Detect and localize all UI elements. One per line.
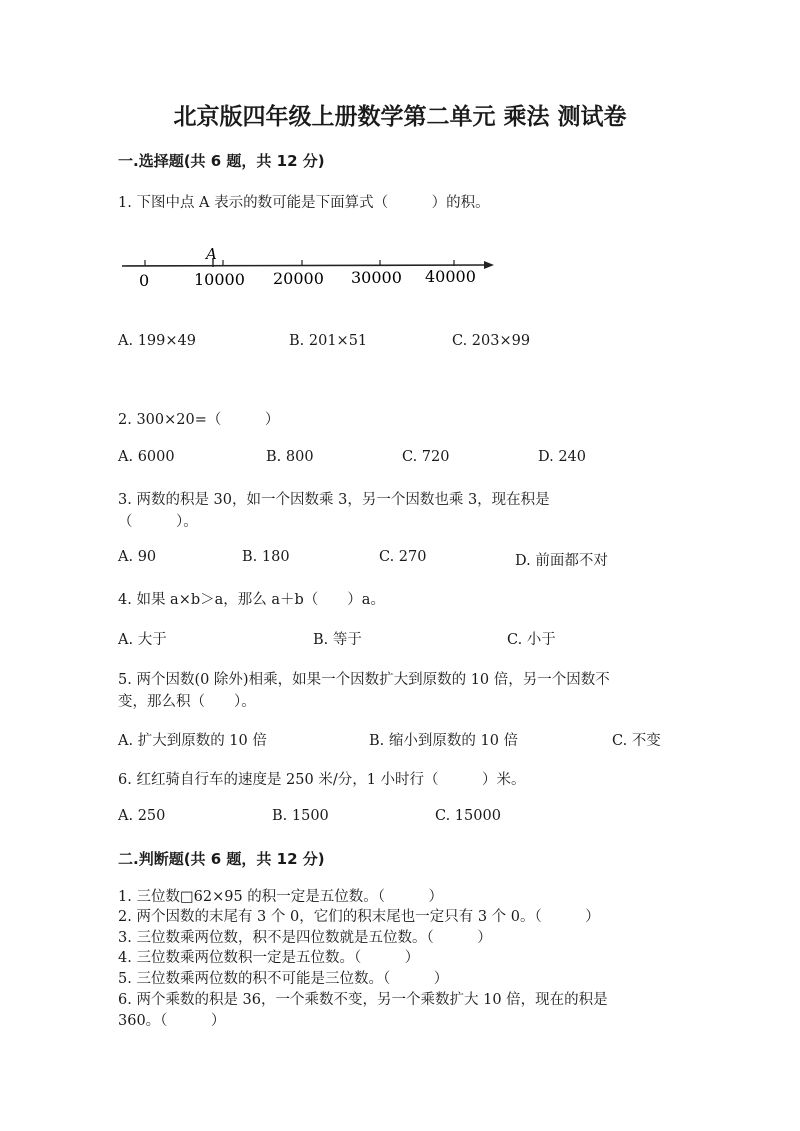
section-heading-choice: 一.选择题(共 6 题，共 12 分) [118,152,325,170]
q6-option-b: B. 1500 [272,808,329,824]
q2-option-a: A. 6000 [118,449,175,465]
judgment-item-1: 1. 三位数□62×95 的积一定是五位数。（ ） [118,889,444,905]
tick-label-40000: 40000 [425,267,476,286]
q3-option-a: A. 90 [118,549,157,565]
tick-label-10000: 10000 [194,270,245,289]
number-line-axis [122,265,486,266]
q5-option-a: A. 扩大到原数的 10 倍 [118,733,267,749]
question-5-continued: 变，那么积（ ）。 [118,694,256,710]
question-3-continued: （ ）。 [118,514,198,530]
judgment-item-5: 5. 三位数乘两位数的积不可能是三位数。（ ） [118,971,449,987]
tick-label-30000: 30000 [351,268,402,287]
question-6: 6. 红红骑自行车的速度是 250 米/分，1 小时行（ ）米。 [118,772,526,788]
q4-option-b: B. 等于 [313,632,362,648]
tick-label-0: 0 [139,271,150,290]
q1-option-a: A. 199×49 [118,333,196,349]
question-1: 1. 下图中点 A 表示的数可能是下面算式（ ）的积。 [118,195,490,211]
number-line-figure [118,246,498,294]
page-title: 北京版四年级上册数学第二单元 乘法 测试卷 [173,104,627,130]
question-4: 4. 如果 a×b＞a，那么 a＋b（ ）a。 [118,592,385,608]
judgment-item-6-continued: 360。（ ） [118,1013,226,1029]
q5-option-b: B. 缩小到原数的 10 倍 [369,733,519,749]
q2-option-c: C. 720 [402,449,450,465]
judgment-item-6: 6. 两个乘数的积是 36，一个乘数不变，另一个乘数扩大 10 倍，现在的积是 [118,992,608,1008]
q5-option-c: C. 不变 [612,733,661,749]
q6-option-a: A. 250 [118,808,166,824]
q2-option-b: B. 800 [266,449,314,465]
q1-option-c: C. 203×99 [452,333,531,349]
tick-label-20000: 20000 [273,269,324,288]
judgment-item-3: 3. 三位数乘两位数，积不是四位数就是五位数。（ ） [118,930,492,946]
question-2: 2. 300×20=（ ） [118,412,280,428]
point-a-marker [204,246,217,267]
q4-option-a: A. 大于 [118,632,167,648]
point-a-label: A [206,246,217,263]
q1-option-b: B. 201×51 [289,333,368,349]
q3-option-c: C. 270 [379,549,427,565]
number-line-arrow [484,261,494,269]
q2-option-d: D. 240 [538,449,587,465]
question-5: 5. 两个因数(0 除外)相乘，如果一个因数扩大到原数的 10 倍，另一个因数不 [118,672,610,688]
judgment-item-2: 2. 两个因数的末尾有 3 个 0，它们的积末尾也一定只有 3 个 0。（ ） [118,909,600,925]
section-heading-judgment: 二.判断题(共 6 题，共 12 分) [118,850,325,868]
judgment-item-4: 4. 三位数乘两位数积一定是五位数。（ ） [118,950,420,966]
q3-option-b: B. 180 [242,549,290,565]
q3-option-d: D. 前面都不对 [515,553,608,569]
question-3: 3. 两数的积是 30，如一个因数乘 3，另一个因数也乘 3，现在积是 [118,492,550,508]
q6-option-c: C. 15000 [435,808,501,824]
q4-option-c: C. 小于 [507,632,556,648]
